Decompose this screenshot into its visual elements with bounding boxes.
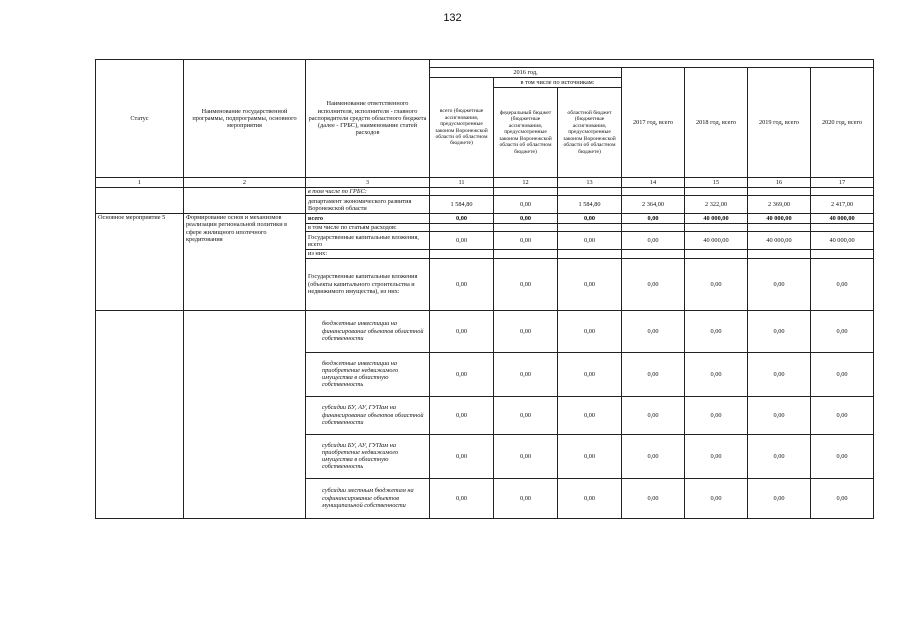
status-cell-empty — [96, 188, 184, 214]
header-col-2020: 2020 год, всего — [811, 68, 874, 178]
value-cell: 40 000,00 — [811, 214, 874, 224]
value-cell: 0,00 — [494, 396, 558, 434]
value-cell: 2 369,00 — [748, 196, 811, 214]
subs-local-label: субсидии местным бюджетам на софинансирование объектов муниципальной собственности — [306, 478, 430, 518]
value-cell: 0,00 — [748, 258, 811, 310]
col-number: 17 — [811, 178, 874, 188]
value-cell: 40 000,00 — [748, 214, 811, 224]
total-label: всего — [306, 214, 430, 224]
header-blank-cell — [430, 60, 874, 68]
value-cell: 0,00 — [558, 258, 622, 310]
value-cell: 40 000,00 — [685, 232, 748, 250]
header-year-2016: 2016 год, — [430, 68, 622, 78]
value-cell: 0,00 — [622, 258, 685, 310]
grbs-caption-row — [96, 188, 874, 196]
value-cell: 0,00 — [558, 214, 622, 224]
value-cell: 0,00 — [622, 352, 685, 396]
value-cell: 0,00 — [494, 478, 558, 518]
column-numbers-row — [96, 178, 874, 188]
header-executor: Наименование ответственного исполнителя, исполнителя - главного распорядителя средств областного бюджета (далее - ГРБС), наименование статей расходов — [306, 60, 430, 178]
value-cell: 40 000,00 — [748, 232, 811, 250]
col-number: 12 — [494, 178, 558, 188]
value-cell: 1 584,80 — [430, 196, 494, 214]
value-cell: 0,00 — [622, 232, 685, 250]
event5-status: Основное мероприятие 5 — [96, 214, 184, 310]
value-cell: 0,00 — [811, 478, 874, 518]
value-cell: 0,00 — [558, 352, 622, 396]
value-cell: 0,00 — [558, 434, 622, 478]
value-cell: 0,00 — [685, 434, 748, 478]
budget-table — [95, 59, 874, 519]
col-number: 11 — [430, 178, 494, 188]
col-number: 1 — [96, 178, 184, 188]
capital-objects-label: Государственные капитальные вложения (объекты капитального строительства и недвижимого имущества), из них: — [306, 258, 430, 310]
value-cell: 2 364,00 — [622, 196, 685, 214]
value-cell: 0,00 — [494, 196, 558, 214]
value-cell: 0,00 — [494, 434, 558, 478]
value-cell: 0,00 — [494, 310, 558, 352]
inv-acquisition-label: бюджетные инвестиции на приобретение недвижимого имущества в областную собственность — [306, 352, 430, 396]
value-cell: 0,00 — [811, 310, 874, 352]
page-number: 132 — [443, 12, 462, 24]
header-status: Статус — [96, 60, 184, 178]
value-cell: 0,00 — [748, 478, 811, 518]
name-cell-empty — [184, 188, 306, 214]
event5-total-row — [96, 214, 874, 224]
col-number: 3 — [306, 178, 430, 188]
value-cell: 0,00 — [430, 434, 494, 478]
col-number: 16 — [748, 178, 811, 188]
value-cell: 0,00 — [430, 478, 494, 518]
value-cell: 0,00 — [622, 478, 685, 518]
col-number: 14 — [622, 178, 685, 188]
name-cell-empty — [184, 310, 306, 518]
value-cell: 0,00 — [811, 352, 874, 396]
event5-name: Формирование основ и механизмов реализации региональной политики в сфере жилищного ипотечного кредитования — [184, 214, 306, 310]
status-cell-empty — [96, 310, 184, 518]
value-cell: 0,00 — [748, 352, 811, 396]
header-col-2019: 2019 год, всего — [748, 68, 811, 178]
dept-label: департамент экономического развития Воронежской области — [306, 196, 430, 214]
header-program-name: Наименование государственной программы, подпрограммы, основного мероприятия — [184, 60, 306, 178]
value-cell: 40 000,00 — [811, 232, 874, 250]
value-cell: 0,00 — [811, 258, 874, 310]
header-col-regional: областной бюджет (бюджетные ассигнования, предусмотренные законом Воронежской области об областном бюджете) — [558, 88, 622, 178]
value-cell: 0,00 — [430, 396, 494, 434]
col-number: 2 — [184, 178, 306, 188]
value-cell: 0,00 — [622, 214, 685, 224]
value-cell: 0,00 — [685, 310, 748, 352]
header-col-federal: федеральный бюджет (бюджетные ассигнования, предусмотренные законом Воронежской области об областном бюджете) — [494, 88, 558, 178]
col-number: 13 — [558, 178, 622, 188]
value-cell: 0,00 — [430, 214, 494, 224]
value-cell: 2 417,00 — [811, 196, 874, 214]
value-cell: 0,00 — [494, 232, 558, 250]
value-cell: 1 584,80 — [558, 196, 622, 214]
value-cell: 0,00 — [685, 396, 748, 434]
value-cell: 0,00 — [685, 478, 748, 518]
subs-financing-label: субсидии БУ, АУ, ГУПам на финансирование объектов областной собственности — [306, 396, 430, 434]
value-cell: 0,00 — [430, 258, 494, 310]
value-cell: 0,00 — [748, 396, 811, 434]
value-cell: 0,00 — [558, 478, 622, 518]
of-them-caption: из них: — [306, 250, 430, 258]
header-sources-caption: в том числе по источникам: — [494, 78, 622, 88]
value-cell: 0,00 — [558, 310, 622, 352]
value-cell: 0,00 — [622, 434, 685, 478]
header-col-total-2016: всего (бюджетные ассигнования, предусмотренные законом Воронежской области об областном бюджете) — [430, 78, 494, 178]
inv-financing-label: бюджетные инвестиции на финансирование объектов областной собственности — [306, 310, 430, 352]
value-cell: 40 000,00 — [685, 214, 748, 224]
value-cell: 0,00 — [811, 434, 874, 478]
value-cell: 0,00 — [494, 258, 558, 310]
grbs-caption: в том числе по ГРБС: — [306, 188, 430, 196]
value-cell: 2 322,00 — [685, 196, 748, 214]
value-cell: 0,00 — [748, 434, 811, 478]
articles-caption: в том числе по статьям расходов: — [306, 224, 430, 232]
value-cell: 0,00 — [430, 232, 494, 250]
col-number: 15 — [685, 178, 748, 188]
value-cell: 0,00 — [494, 352, 558, 396]
value-cell: 0,00 — [622, 396, 685, 434]
header-col-2018: 2018 год, всего — [685, 68, 748, 178]
capital-label: Государственные капитальные вложения, всего — [306, 232, 430, 250]
value-cell: 0,00 — [685, 352, 748, 396]
value-cell: 0,00 — [748, 310, 811, 352]
value-cell: 0,00 — [494, 214, 558, 224]
inv-financing-row — [96, 310, 874, 352]
value-cell: 0,00 — [811, 396, 874, 434]
value-cell: 0,00 — [430, 352, 494, 396]
subs-acquisition-label: субсидии БУ, АУ, ГУПам на приобретение недвижимого имущества в областную собственность — [306, 434, 430, 478]
value-cell: 0,00 — [558, 232, 622, 250]
value-cell: 0,00 — [430, 310, 494, 352]
value-cell: 0,00 — [622, 310, 685, 352]
header-col-2017: 2017 год, всего — [622, 68, 685, 178]
value-cell: 0,00 — [558, 396, 622, 434]
value-cell: 0,00 — [685, 258, 748, 310]
header-row-blank — [96, 60, 874, 68]
